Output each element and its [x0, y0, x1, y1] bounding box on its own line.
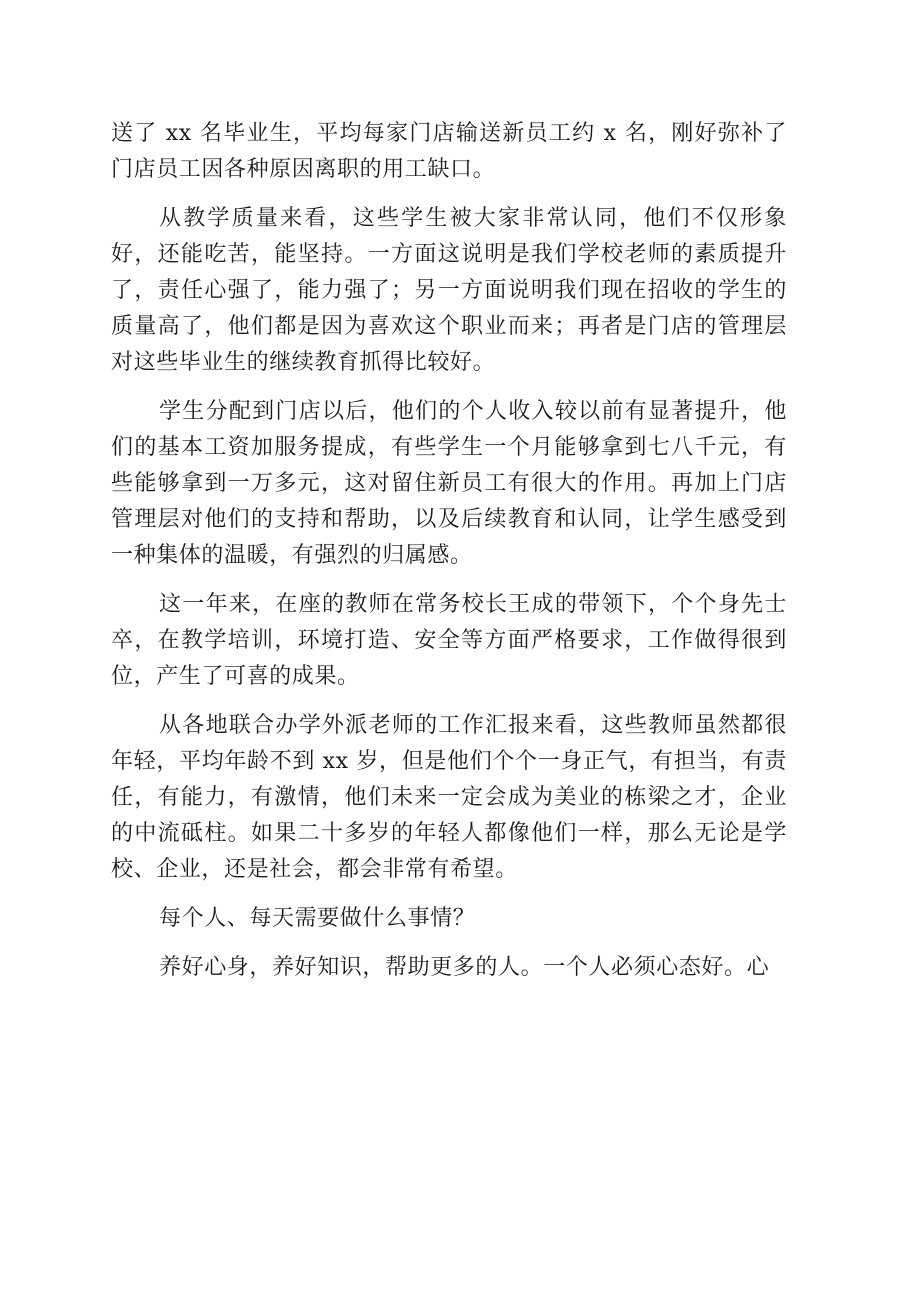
paragraph-6: 每个人、每天需要做什么事情？ [159, 906, 476, 931]
paragraph-2: 从教学质量来看，这些学生被大家非常认同，他们不仅形象好，还能吃苦，能坚持。一方面这说明是我们学校老师的素质提升了，责任心强了，能力强了；另一方面说明我们现在招收的学生的质量高了，他们都是因为喜欢这个职业而来；再者是门店的管理层对这些毕业生的继续教育抓得比较好。 [111, 206, 787, 375]
paragraph-3: 学生分配到门店以后，他们的个人收入较以前有显著提升，他们的基本工资加服务提成，有些学生一个月能够拿到七八千元，有些能够拿到一万多元，这对留住新员工有很大的作用。再加上门店管理层对他们的支持和帮助，以及后续教育和认同，让学生感受到一种集体的温暖，有强烈的归属感。 [111, 399, 787, 568]
paragraph-7: 养好心身，养好知识，帮助更多的人。一个人必须心态好。心 [159, 955, 770, 980]
paragraph-5: 从各地联合办学外派老师的工作汇报来看，这些教师虽然都很年轻，平均年龄不到 xx 岁，但是他们个个一身正气，有担当，有责任，有能力，有激情，他们未来一定会成为美业的栋梁之才，企业的中流砥柱。如果二十多岁的年轻人都像他们一样，那么无论是学校、企业，还是社会，都会非常有希望。 [111, 713, 787, 882]
paragraph-1: 送了 xx 名毕业生，平均每家门店输送新员工约 x 名，刚好弥补了门店员工因各种原因离职的用工缺口。 [111, 121, 787, 182]
paragraph-4: 这一年来，在座的教师在常务校长王成的带领下，个个身先士卒，在教学培训，环境打造、安全等方面严格要求，工作做得很到位，产生了可喜的成果。 [111, 592, 787, 689]
document-body [111, 116, 787, 999]
